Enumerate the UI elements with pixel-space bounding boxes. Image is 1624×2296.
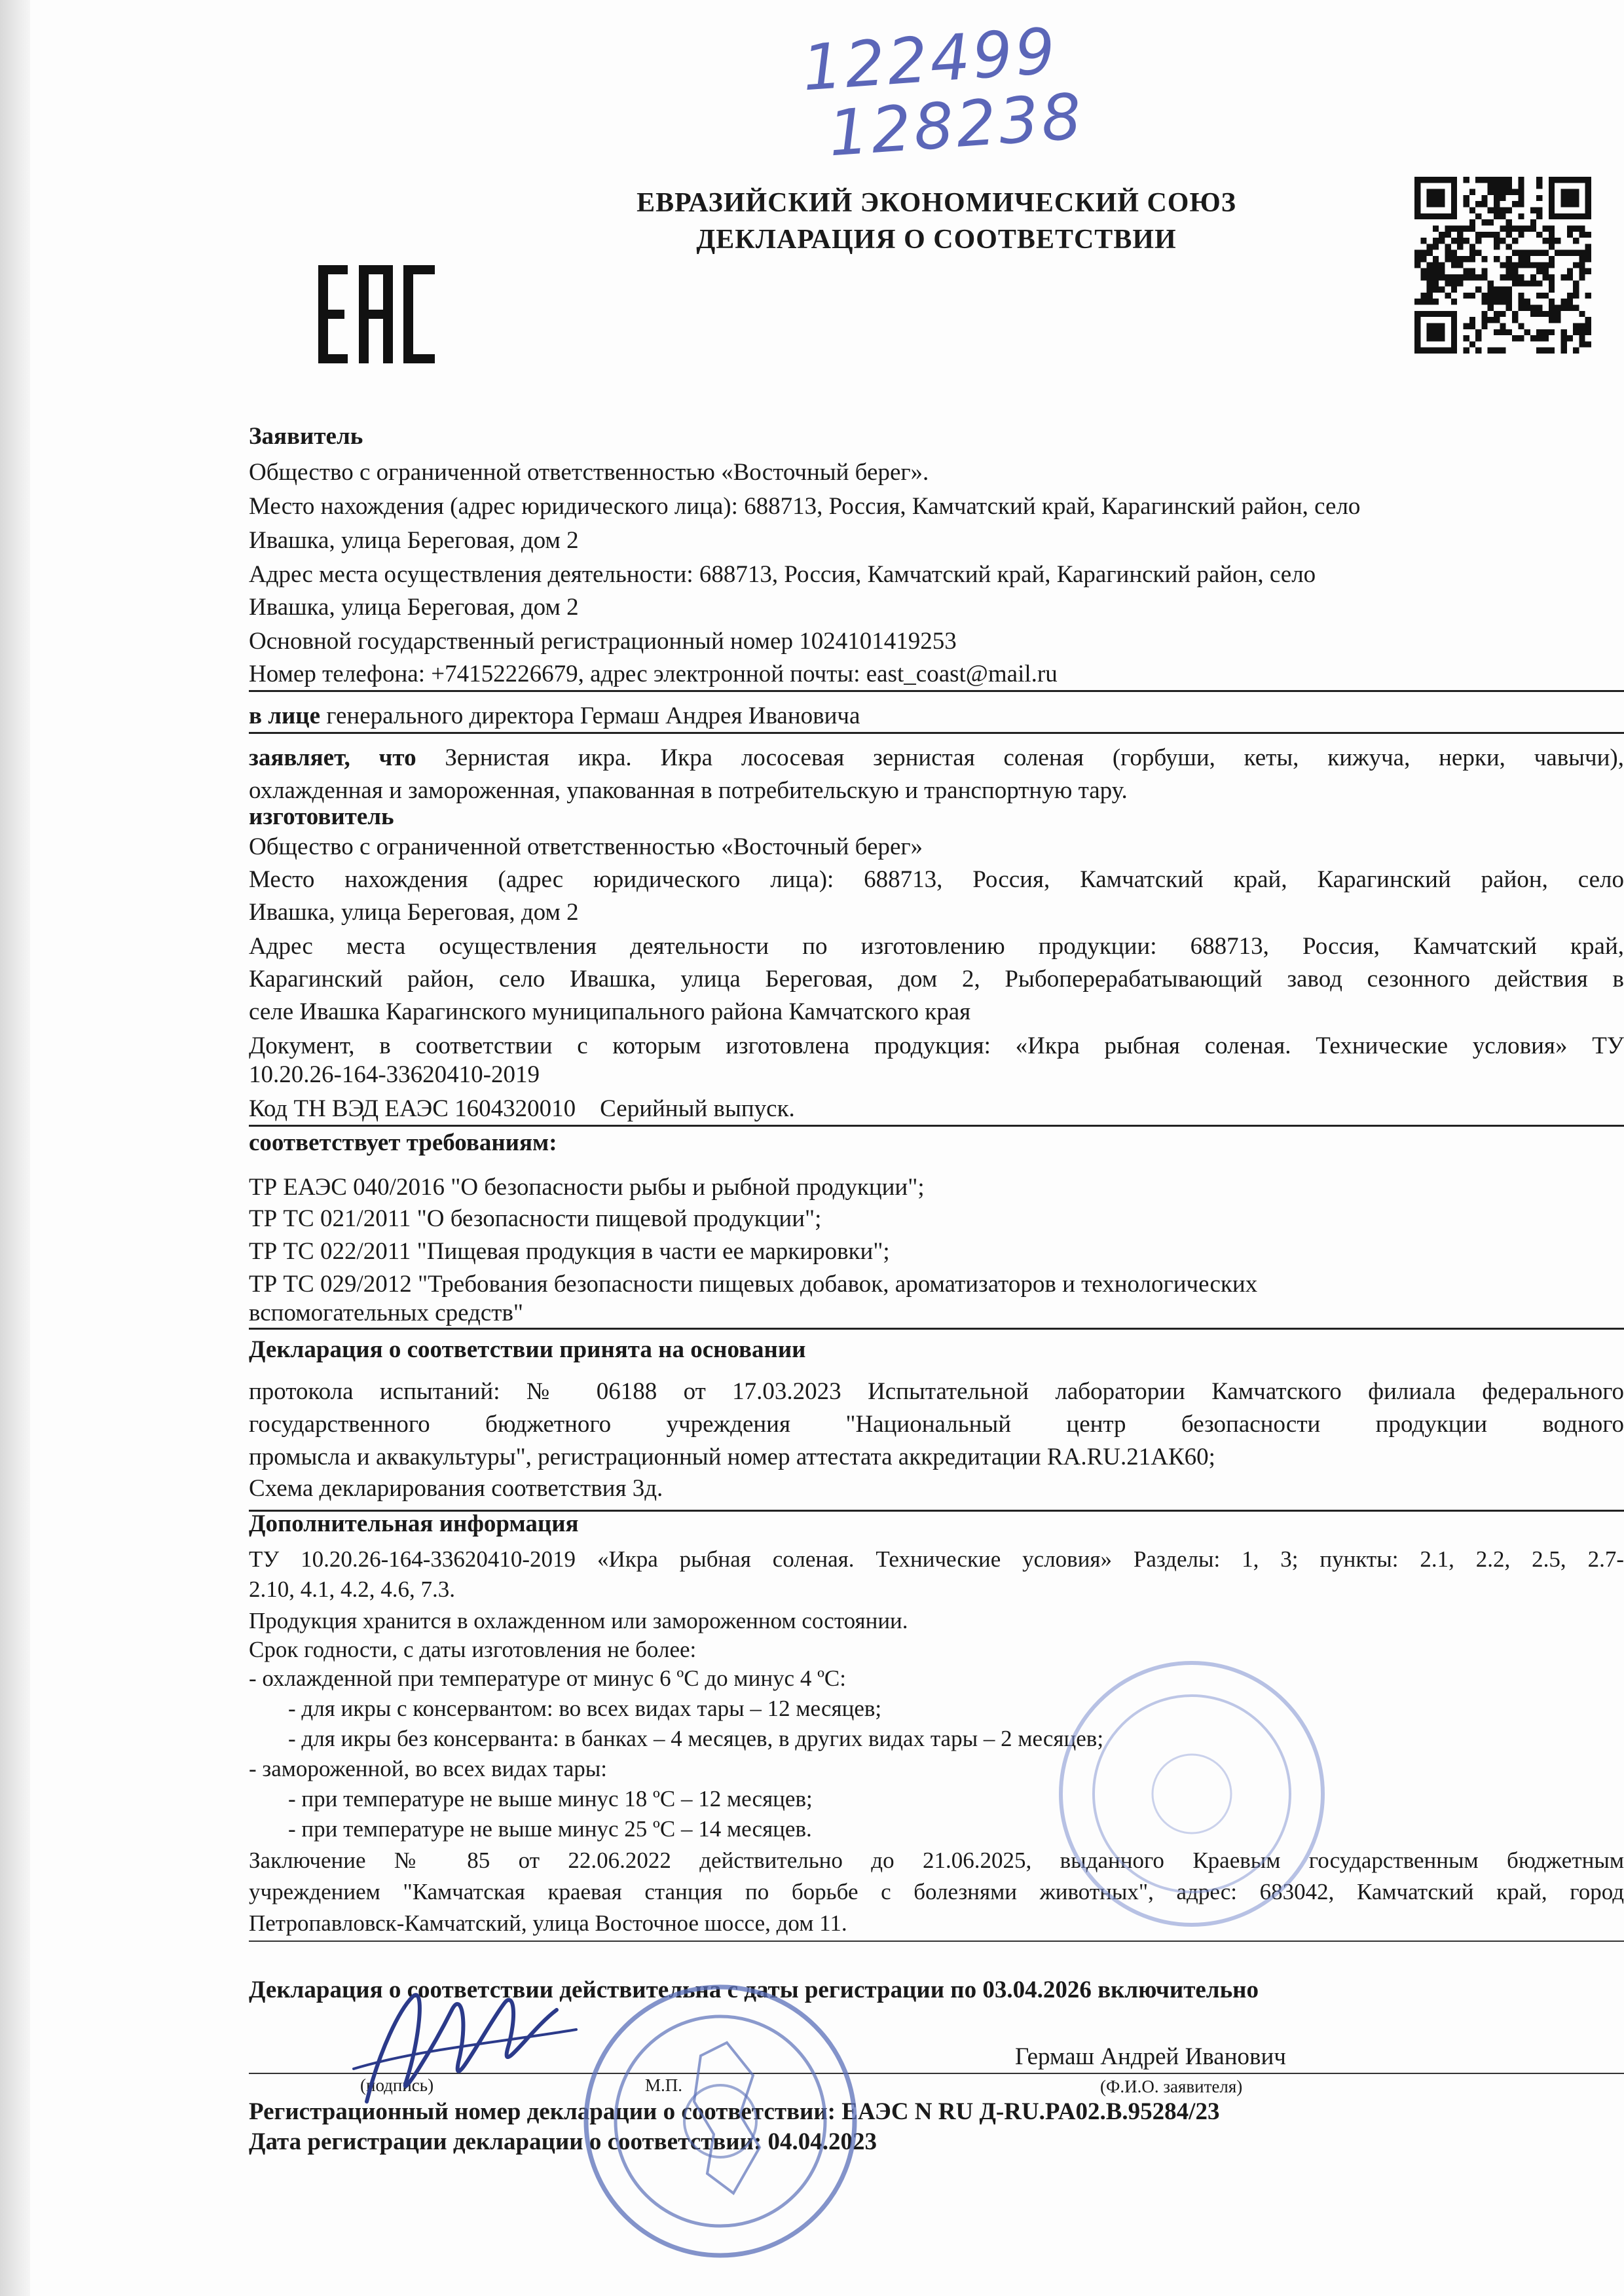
registration-number: Регистрационный номер декларации о соответствии: ЕАЭС N RU Д-RU.PA02.B.95284/23 bbox=[249, 2098, 1220, 2125]
additional-line: - замороженной, во всех видах тары: bbox=[249, 1756, 607, 1781]
declaration-body bbox=[249, 0, 1624, 2296]
manufacturer-line: селе Ивашка Карагинского муниципального района Камчатского края bbox=[249, 998, 971, 1025]
manufacturer-heading: изготовитель bbox=[249, 803, 394, 830]
manufacturer-line: Адрес места осуществления деятельности по изготовлению продукции: 688713, Россия, Камчатский край, bbox=[249, 933, 1624, 960]
applicant-line: Общество с ограниченной ответственностью «Восточный берег». bbox=[249, 459, 929, 486]
additional-line: учреждением "Камчатская краевая станция по борьбе с болезнями животных", адрес: 683042, Камчатский край, город bbox=[249, 1879, 1624, 1904]
manufacturer-line: Документ, в соответствии с которым изготовлена продукция: «Икра рыбная соленая. Технические условия» ТУ bbox=[249, 1032, 1624, 1059]
requirement-item: ТР ТС 022/2011 "Пищевая продукция в части ее маркировки"; bbox=[249, 1238, 890, 1265]
validity-statement: Декларация о соответствии действительна с даты регистрации по 03.04.2026 включительно bbox=[249, 1977, 1259, 2003]
requirement-item: ТР ЕАЭС 040/2016 "О безопасности рыбы и рыбной продукции"; bbox=[249, 1174, 925, 1201]
handwritten-number-1: 122499 bbox=[800, 14, 1060, 105]
additional-line: 2.10, 4.1, 4.2, 4.6, 7.3. bbox=[249, 1576, 455, 1602]
basis-line: промысла и аквакультуры", регистрационный номер аттестата аккредитации RA.RU.21АК60; bbox=[249, 1444, 1215, 1470]
applicant-line: Номер телефона: +74152226679, адрес электронной почты: east_coast@mail.ru bbox=[249, 661, 1058, 687]
additional-line: - для икры без консерванта: в банках – 4 месяцев, в других видах тары – 2 месяцев; bbox=[288, 1726, 1104, 1751]
manufacturer-line: Общество с ограниченной ответственностью «Восточный берег» bbox=[249, 833, 923, 860]
document-title: ДЕКЛАРАЦИЯ О СООТВЕТСТВИИ bbox=[696, 225, 1177, 255]
manufacturer-line: Ивашка, улица Береговая, дом 2 bbox=[249, 899, 579, 926]
requirement-item: вспомогательных средств" bbox=[249, 1300, 524, 1326]
additional-heading: Дополнительная информация bbox=[249, 1510, 579, 1537]
additional-line: Продукция хранится в охлажденном или замороженном состоянии. bbox=[249, 1608, 908, 1633]
round-stamp-faint bbox=[1054, 1656, 1329, 1931]
signatory-name: Гермаш Андрей Иванович bbox=[1015, 2043, 1286, 2070]
registration-date: Дата регистрации декларации о соответствии: 04.04.2023 bbox=[249, 2128, 877, 2155]
section-divider bbox=[249, 1941, 1624, 1942]
hs-code-line: Код ТН ВЭД ЕАЭС 1604320010 Серийный выпуск. bbox=[249, 1095, 795, 1122]
additional-line: Срок годности, с даты изготовления не более: bbox=[249, 1637, 697, 1662]
manufacturer-line: 10.20.26-164-33620410-2019 bbox=[249, 1061, 540, 1088]
manufacturer-line: Карагинский район, село Ивашка, улица Береговая, дом 2, Рыбоперерабатывающий завод сезонного действия в bbox=[249, 966, 1624, 993]
basis-line: протокола испытаний: № 06188 от 17.03.2023 Испытательной лаборатории Камчатского филиала федерального bbox=[249, 1378, 1624, 1405]
section-divider bbox=[249, 690, 1624, 692]
applicant-line: Основной государственный регистрационный номер 1024101419253 bbox=[249, 628, 957, 655]
applicant-heading: Заявитель bbox=[249, 423, 363, 450]
additional-line: ТУ 10.20.26-164-33620410-2019 «Икра рыбная соленая. Технические условия» Разделы: 1, 3; пункты: 2.1, 2.2, 2.5, 2.7- bbox=[249, 1546, 1624, 1572]
manufacturer-line: Место нахождения (адрес юридического лица): 688713, Россия, Камчатский край, Карагинский район, село bbox=[249, 866, 1624, 893]
applicant-line: Ивашка, улица Береговая, дом 2 bbox=[249, 527, 579, 554]
represented-label: в лице bbox=[249, 702, 321, 729]
requirement-item: ТР ТС 021/2011 "О безопасности пищевой продукции"; bbox=[249, 1205, 822, 1232]
union-title: ЕВРАЗИЙСКИЙ ЭКОНОМИЧЕСКИЙ СОЮЗ bbox=[637, 188, 1236, 218]
represented-text: генерального директора Гермаш Андрея Ивановича bbox=[320, 702, 860, 729]
basis-heading: Декларация о соответствии принята на основании bbox=[249, 1336, 806, 1363]
product-line: охлажденная и замороженная, упакованная в потребительскую и транспортную тару. bbox=[249, 777, 1128, 804]
product-line bbox=[249, 744, 1624, 772]
basis-line: Схема декларирования соответствия 3д. bbox=[249, 1475, 663, 1502]
additional-line: - для икры с консервантом: во всех видах тары – 12 месяцев; bbox=[288, 1696, 882, 1721]
applicant-line: Адрес места осуществления деятельности: 688713, Россия, Камчатский край, Карагинский район, село bbox=[249, 561, 1316, 588]
basis-line: государственного бюджетного учреждения "Национальный центр безопасности продукции водного bbox=[249, 1411, 1624, 1438]
seal-caption: М.П. bbox=[645, 2075, 683, 2095]
handwritten-signature bbox=[341, 1971, 589, 2121]
additional-line: - при температуре не выше минус 18 ºС – 12 месяцев; bbox=[288, 1786, 813, 1812]
requirement-item: ТР ТС 029/2012 "Требования безопасности пищевых добавок, ароматизаторов и технологических bbox=[249, 1271, 1258, 1298]
additional-line: - охлажденной при температуре от минус 6 ºС до минус 4 ºС: bbox=[249, 1666, 846, 1691]
name-caption: (Ф.И.О. заявителя) bbox=[1100, 2077, 1243, 2096]
section-divider bbox=[249, 1125, 1624, 1127]
section-divider bbox=[249, 732, 1624, 734]
applicant-line: Место нахождения (адрес юридического лица): 688713, Россия, Камчатский край, Карагинский район, село bbox=[249, 493, 1361, 520]
scan-edge-shadow bbox=[0, 0, 30, 2296]
section-divider bbox=[249, 1328, 1624, 1330]
signature-caption: (подпись) bbox=[360, 2075, 434, 2095]
handwritten-number-2: 128238 bbox=[826, 79, 1086, 171]
additional-line: Заключение № 85 от 22.06.2022 действительно до 21.06.2025, выданного Краевым государственным бюджетным bbox=[249, 1848, 1624, 1873]
declares-label: заявляет, что bbox=[249, 744, 416, 771]
represented-by bbox=[249, 702, 860, 730]
requirements-heading: соответствует требованиям: bbox=[249, 1129, 557, 1156]
company-seal bbox=[576, 1977, 864, 2265]
additional-line: Петропавловск-Камчатский, улица Восточное шоссе, дом 11. bbox=[249, 1910, 847, 1936]
applicant-line: Ивашка, улица Береговая, дом 2 bbox=[249, 594, 579, 621]
additional-line: - при температуре не выше минус 25 ºС – 14 месяцев. bbox=[288, 1816, 812, 1842]
product-description: Зернистая икра. Икра лососевая зернистая соленая (горбуши, кеты, кижуча, нерки, чавычи), bbox=[416, 744, 1624, 771]
